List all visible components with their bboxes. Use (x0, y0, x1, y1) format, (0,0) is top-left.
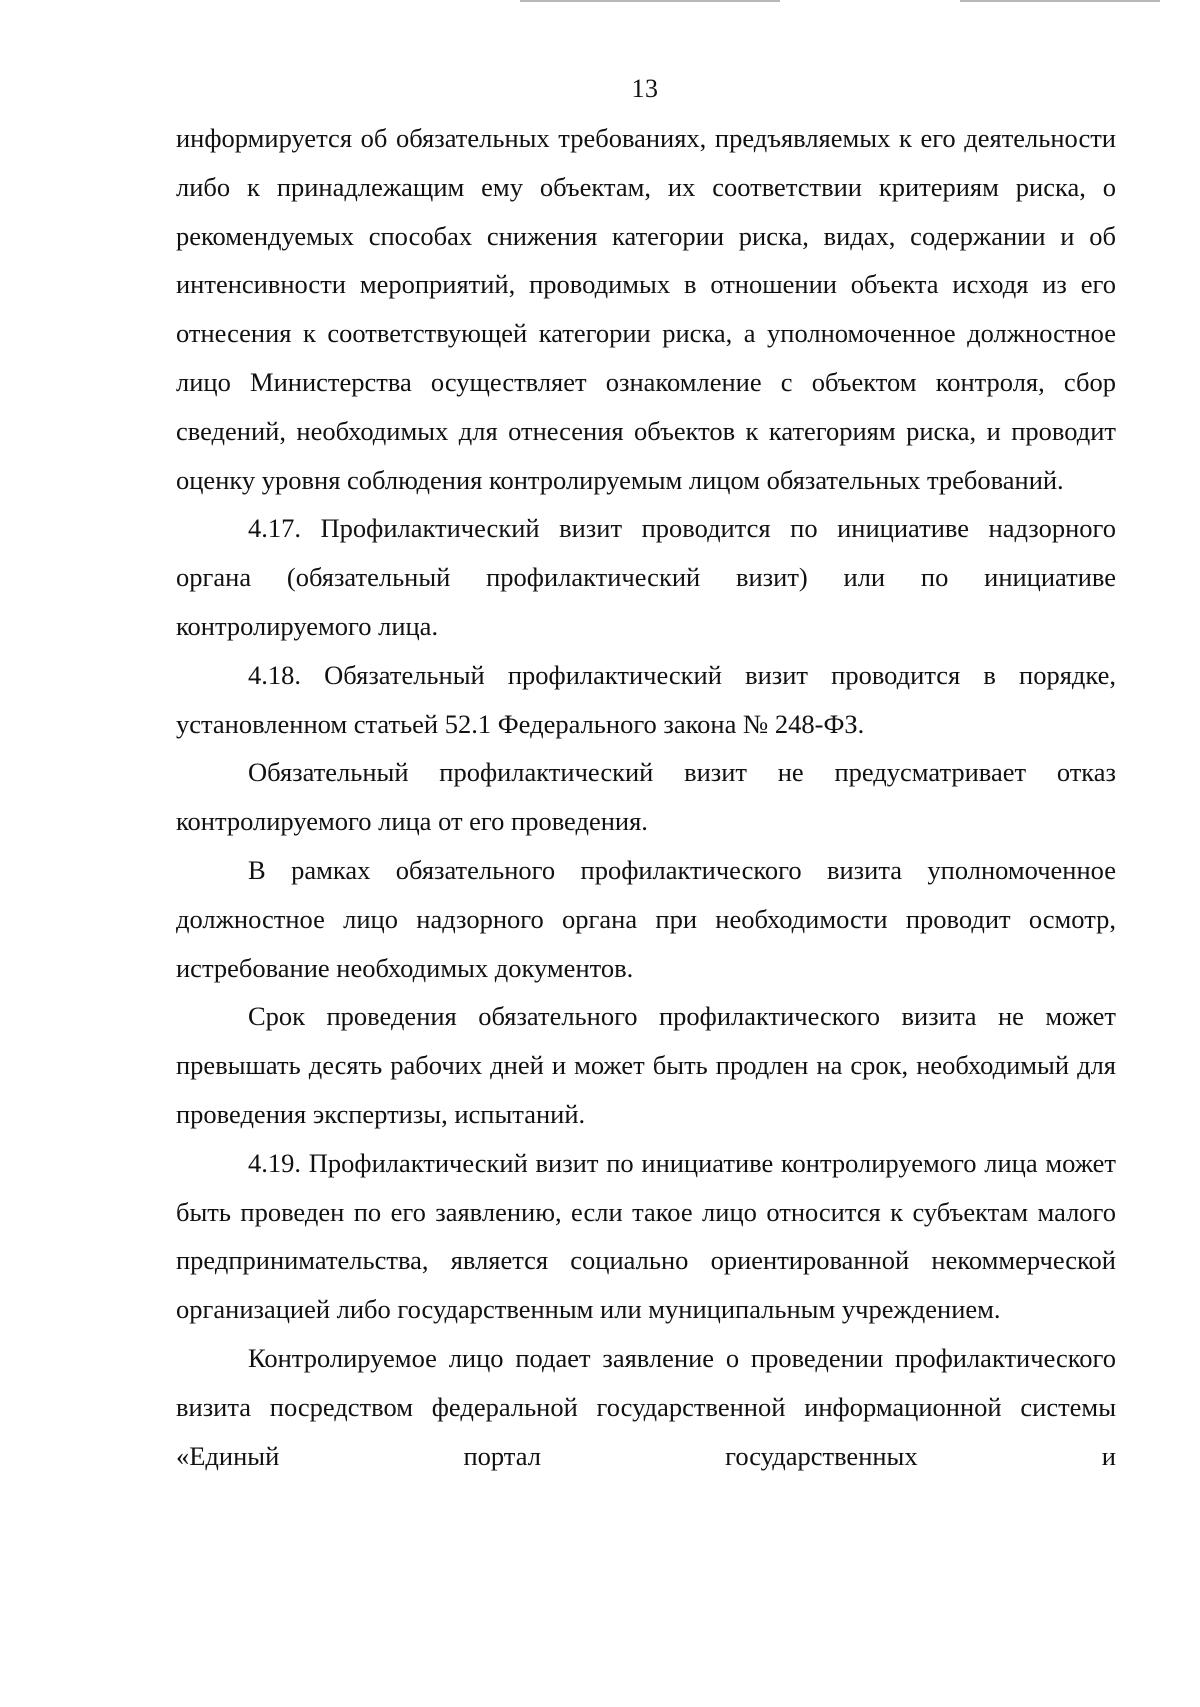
page-number: 13 (631, 74, 659, 103)
paragraph: 4.18. Обязательный профилактический визит проводится в порядке, установленном статьей 52.1 Федерального закона № 248-ФЗ. (176, 659, 1116, 739)
paragraph: 4.17. Профилактический визит проводится по инициативе надзорного органа (обязательный профилактический визит) или по инициативе контролируемого лица. (176, 513, 1116, 641)
paragraph: Контролируемое лицо подает заявление о проведении профилактического визита посредством федеральной государственной информационной системы «Единый портал государственных и (176, 1342, 1116, 1471)
paragraph: 4.19. Профилактический визит по инициативе контролируемого лица может быть проведен по его заявлению, если такое лицо относится к субъектам малого предпринимательства, является социально ориентированной некоммерческой организацией либо государственным или муниципальным учреждением. (176, 1147, 1116, 1325)
scan-artifact-line (960, 0, 1160, 2)
paragraph: информируется об обязательных требованиях, предъявляемых к его деятельности либо к принадлежащим ему объектам, их соответствии критериям риска, о рекомендуемых способах снижения категории риска, видах, содержании и об интенсивности мероприятий, проводимых в отношении объекта исходя из его отнесения к соответствующей категории риска, а уполномоченное должностное лицо Министерства осуществляет ознакомление с объектом контроля, сбор сведений, необходимых для отнесения объектов к категориям риска, и проводит оценку уровня соблюдения контролируемым лицом обязательных требований. (176, 123, 1116, 495)
document-body (176, 114, 1116, 1480)
paragraph: Срок проведения обязательного профилактического визита не может превышать десять рабочих дней и может быть продлен на срок, необходимый для проведения экспертизы, испытаний. (176, 1001, 1116, 1129)
paragraph: Обязательный профилактический визит не предусматривает отказ контролируемого лица от его проведения. (176, 757, 1116, 837)
scan-artifact-line (520, 0, 780, 2)
paragraph: В рамках обязательного профилактического визита уполномоченное должностное лицо надзорного органа при необходимости проводит осмотр, истребование необходимых документов. (176, 854, 1116, 983)
